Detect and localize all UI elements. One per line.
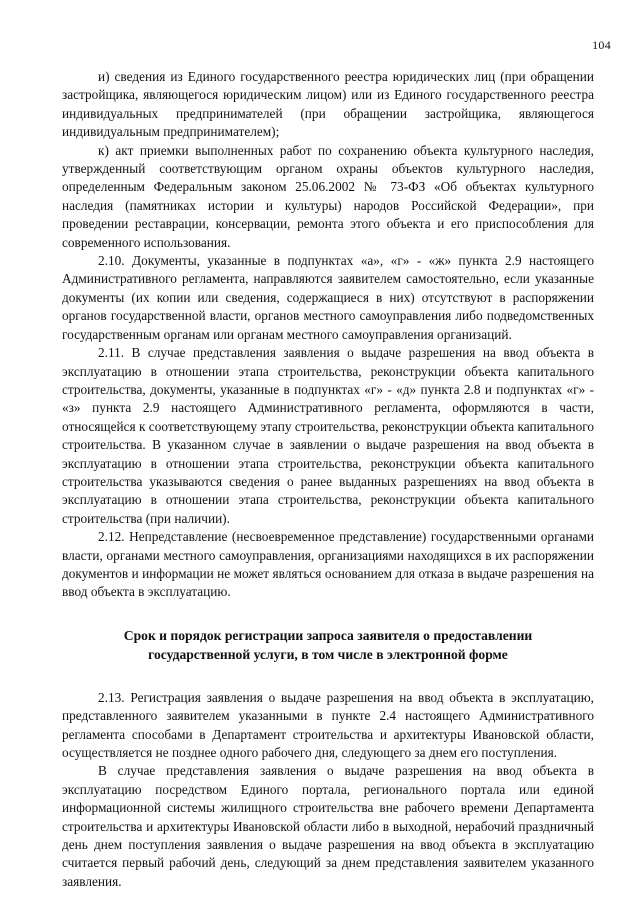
paragraph-2-12: 2.12. Непредставление (несвоевременное представление) государственными органами власти, органами местного самоуправления, организациями находящихся в их распоряжении документов и информации не может являться основанием для отказа в выдаче разрешения на ввод объекта в эксплуатацию. [62,529,594,600]
section-heading-line-1: Срок и порядок регистрации запроса заявителя о предоставлении [123,627,533,643]
paragraph-2-13: 2.13. Регистрация заявления о выдаче разрешения на ввод объекта в эксплуатацию, представленного заявителем указанными в пункте 2.4 настоящего Административного регламента способами в Департамент строительства и архитектуры Ивановской области, осуществляется не позднее одного рабочего дня, следующего за днем его поступления. [62,689,594,760]
section-heading [62,626,594,664]
paragraph-i-egrul-egrip: и) сведения из Единого государственного реестра юридических лиц (при обращении застройщика, являющегося юридическим лицом) или из Единого государственного реестра индивидуальных предпринимателей (при обращении застройщика, являющегося индивидуальным предпринимателем); [62,69,594,140]
page-number: 104 [592,38,611,52]
paragraph-2-11: 2.11. В случае представления заявления о выдаче разрешения на ввод объекта в эксплуатацию в отношении этапа строительства, реконструкции объекта капитального строительства, документы, указанные в подпунктах «г» - «д» пункта 2.8 и подпунктах «г» - «з» пункта 2.9 настоящего Административного регламента, оформляются в части, относящейся к соответствующему этапу строительства, реконструкции объекта капитального строительства. В указанном случае в заявлении о выдаче разрешения на ввод объекта в эксплуатацию в отношении этапа строительства, реконструкции объекта капитального строительства указываются сведения о ранее выданных разрешениях на ввод объекта в эксплуатацию в отношении этапа строительства, реконструкции объекта капитального строительства (при наличии). [62,345,594,526]
section-heading-line-2: государственной услуги, в том числе в электронной форме [148,646,508,662]
paragraph-electronic-submission: В случае представления заявления о выдаче разрешения на ввод объекта в эксплуатацию посредством Единого портала, регионального портала или единой информационной системы жилищного строительства вне рабочего времени Департамента строительства и архитектуры Ивановской области либо в выходной, нерабочий праздничный день днем поступления заявления о выдаче разрешения на ввод объекта в эксплуатацию считается первый рабочий день, следующий за днем представления заявителем указанного заявления. [62,763,594,889]
paragraph-k-heritage-act: к) акт приемки выполненных работ по сохранению объекта культурного наследия, утвержденный соответствующим органом охраны объектов культурного наследия, определенным Федеральным законом 25.06.2002 № 73-ФЗ «Об объектах культурного наследия (памятниках истории и культуры) народов Российской Федерации», при проведении реставрации, консервации, ремонта этого объекта и его приспособления для современного использования. [62,142,594,250]
document-body [62,68,594,891]
paragraph-2-10: 2.10. Документы, указанные в подпунктах «а», «г» - «ж» пункта 2.9 настоящего Административного регламента, направляются заявителем самостоятельно, если указанные документы (их копии или сведения, содержащиеся в них) отсутствуют в распоряжении органов государственной власти, органов местного самоуправления либо подведомственных государственным органам или органам местного самоуправления организаций. [62,253,594,342]
